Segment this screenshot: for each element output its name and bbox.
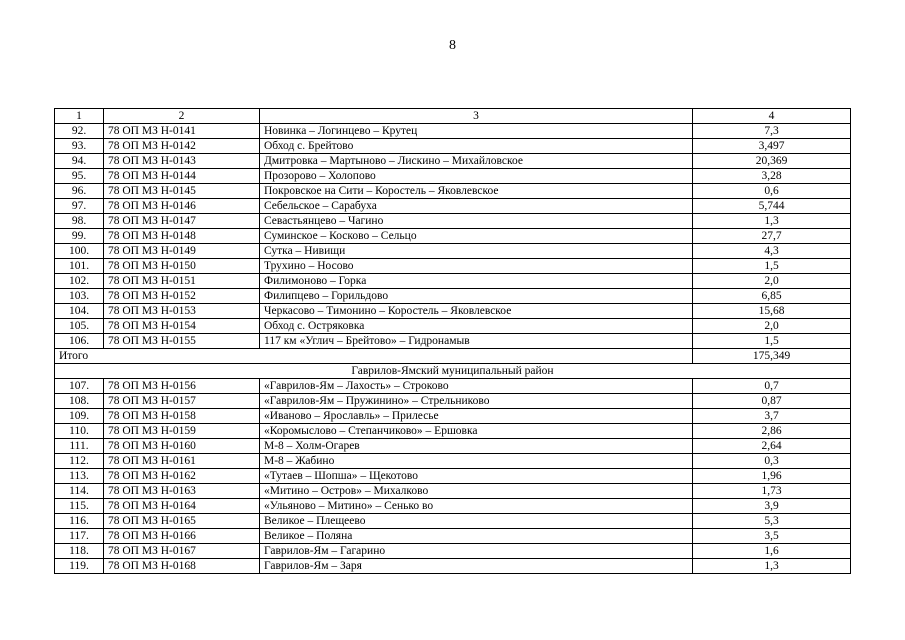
road-name: Трухино – Носово: [260, 259, 693, 274]
total-row: [55, 349, 851, 364]
road-id: 78 ОП МЗ Н-0153: [104, 304, 260, 319]
table-row: [55, 379, 851, 394]
table-row: [55, 514, 851, 529]
table-row: [55, 559, 851, 574]
road-name: «Гаврилов-Ям – Лахость» – Строково: [260, 379, 693, 394]
road-name: «Гаврилов-Ям – Пружинино» – Стрельниково: [260, 394, 693, 409]
road-id: 78 ОП МЗ Н-0164: [104, 499, 260, 514]
road-name: Филипцево – Горильдово: [260, 289, 693, 304]
road-id: 78 ОП МЗ Н-0165: [104, 514, 260, 529]
row-number: 111.: [55, 439, 104, 454]
table-row: [55, 469, 851, 484]
row-number: 108.: [55, 394, 104, 409]
page-number: 8: [449, 38, 456, 53]
road-name: М-8 – Холм-Огарев: [260, 439, 693, 454]
header-cell: 3: [260, 109, 693, 124]
header-cell: 1: [55, 109, 104, 124]
total-value: 175,349: [693, 349, 851, 364]
road-length: 1,3: [693, 559, 851, 574]
road-name: «Коромыслово – Степанчиково» – Ершовка: [260, 424, 693, 439]
road-id: 78 ОП МЗ Н-0157: [104, 394, 260, 409]
table-row: [55, 304, 851, 319]
road-name: Севастьянцево – Чагино: [260, 214, 693, 229]
road-length: 5,3: [693, 514, 851, 529]
table-row: [55, 499, 851, 514]
row-number: 114.: [55, 484, 104, 499]
section-row: [55, 364, 851, 379]
row-number: 106.: [55, 334, 104, 349]
road-name: Гаврилов-Ям – Заря: [260, 559, 693, 574]
road-length: 3,497: [693, 139, 851, 154]
road-length: 1,5: [693, 259, 851, 274]
road-name: Обход с. Остряковка: [260, 319, 693, 334]
roads-table: [54, 108, 851, 574]
road-id: 78 ОП МЗ Н-0150: [104, 259, 260, 274]
road-id: 78 ОП МЗ Н-0166: [104, 529, 260, 544]
row-number: 112.: [55, 454, 104, 469]
table-row: [55, 139, 851, 154]
row-number: 98.: [55, 214, 104, 229]
road-name: Покровское на Сити – Коростель – Яковлевское: [260, 184, 693, 199]
road-name: М-8 – Жабино: [260, 454, 693, 469]
row-number: 109.: [55, 409, 104, 424]
road-length: 1,5: [693, 334, 851, 349]
road-name: «Тутаев – Шопша» – Щекотово: [260, 469, 693, 484]
road-length: 1,3: [693, 214, 851, 229]
table-row: [55, 529, 851, 544]
row-number: 117.: [55, 529, 104, 544]
road-id: 78 ОП МЗ Н-0167: [104, 544, 260, 559]
road-id: 78 ОП МЗ Н-0152: [104, 289, 260, 304]
road-id: 78 ОП МЗ Н-0160: [104, 439, 260, 454]
road-length: 0,7: [693, 379, 851, 394]
table-row: [55, 439, 851, 454]
road-length: 15,68: [693, 304, 851, 319]
row-number: 94.: [55, 154, 104, 169]
road-name: Гаврилов-Ям – Гагарино: [260, 544, 693, 559]
road-id: 78 ОП МЗ Н-0144: [104, 169, 260, 184]
section-title: Гаврилов-Ямский муниципальный район: [55, 364, 851, 379]
table-row: [55, 424, 851, 439]
road-length: 4,3: [693, 244, 851, 259]
road-id: 78 ОП МЗ Н-0147: [104, 214, 260, 229]
road-name: Черкасово – Тимонино – Коростель – Яковлевское: [260, 304, 693, 319]
road-id: 78 ОП МЗ Н-0149: [104, 244, 260, 259]
road-name: 117 км «Углич – Брейтово» – Гидронамыв: [260, 334, 693, 349]
table-row: [55, 319, 851, 334]
row-number: 99.: [55, 229, 104, 244]
row-number: 103.: [55, 289, 104, 304]
road-name: Дмитровка – Мартыново – Лискино – Михайловское: [260, 154, 693, 169]
table-row: [55, 259, 851, 274]
road-name: Сутка – Нивищи: [260, 244, 693, 259]
table-row: [55, 484, 851, 499]
road-length: 3,7: [693, 409, 851, 424]
table-header-row: [55, 109, 851, 124]
row-number: 100.: [55, 244, 104, 259]
road-length: 2,0: [693, 319, 851, 334]
road-length: 3,9: [693, 499, 851, 514]
row-number: 110.: [55, 424, 104, 439]
row-number: 95.: [55, 169, 104, 184]
road-length: 2,0: [693, 274, 851, 289]
road-name: Новинка – Логинцево – Крутец: [260, 124, 693, 139]
table-row: [55, 154, 851, 169]
road-id: 78 ОП МЗ Н-0168: [104, 559, 260, 574]
row-number: 96.: [55, 184, 104, 199]
road-length: 20,369: [693, 154, 851, 169]
table-row: [55, 244, 851, 259]
road-id: 78 ОП МЗ Н-0158: [104, 409, 260, 424]
row-number: 113.: [55, 469, 104, 484]
road-id: 78 ОП МЗ Н-0159: [104, 424, 260, 439]
road-length: 7,3: [693, 124, 851, 139]
row-number: 118.: [55, 544, 104, 559]
road-id: 78 ОП МЗ Н-0151: [104, 274, 260, 289]
road-name: Суминское – Косково – Сельцо: [260, 229, 693, 244]
table-row: [55, 229, 851, 244]
table-row: [55, 274, 851, 289]
road-length: 0,87: [693, 394, 851, 409]
road-name: Обход с. Брейтово: [260, 139, 693, 154]
header-cell: 2: [104, 109, 260, 124]
road-length: 1,6: [693, 544, 851, 559]
road-name: «Иваново – Ярославль» – Прилесье: [260, 409, 693, 424]
row-number: 102.: [55, 274, 104, 289]
road-name: Прозорово – Холопово: [260, 169, 693, 184]
road-length: 0,3: [693, 454, 851, 469]
table-row: [55, 394, 851, 409]
road-length: 3,5: [693, 529, 851, 544]
road-id: 78 ОП МЗ Н-0154: [104, 319, 260, 334]
road-id: 78 ОП МЗ Н-0161: [104, 454, 260, 469]
road-length: 1,96: [693, 469, 851, 484]
table-row: [55, 124, 851, 139]
row-number: 104.: [55, 304, 104, 319]
road-name: Великое – Поляна: [260, 529, 693, 544]
table-row: [55, 289, 851, 304]
row-number: 93.: [55, 139, 104, 154]
row-number: 97.: [55, 199, 104, 214]
road-length: 2,86: [693, 424, 851, 439]
road-id: 78 ОП МЗ Н-0141: [104, 124, 260, 139]
road-id: 78 ОП МЗ Н-0143: [104, 154, 260, 169]
road-name: Великое – Плещеево: [260, 514, 693, 529]
row-number: 116.: [55, 514, 104, 529]
row-number: 92.: [55, 124, 104, 139]
row-number: 101.: [55, 259, 104, 274]
road-name: Себельское – Сарабуха: [260, 199, 693, 214]
table-row: [55, 544, 851, 559]
road-id: 78 ОП МЗ Н-0145: [104, 184, 260, 199]
table-row: [55, 334, 851, 349]
road-length: 27,7: [693, 229, 851, 244]
row-number: 119.: [55, 559, 104, 574]
table-row: [55, 454, 851, 469]
road-length: 6,85: [693, 289, 851, 304]
road-id: 78 ОП МЗ Н-0163: [104, 484, 260, 499]
row-number: 107.: [55, 379, 104, 394]
road-length: 0,6: [693, 184, 851, 199]
road-id: 78 ОП МЗ Н-0148: [104, 229, 260, 244]
row-number: 105.: [55, 319, 104, 334]
road-length: 2,64: [693, 439, 851, 454]
road-id: 78 ОП МЗ Н-0162: [104, 469, 260, 484]
table-row: [55, 214, 851, 229]
road-id: 78 ОП МЗ Н-0156: [104, 379, 260, 394]
road-length: 3,28: [693, 169, 851, 184]
header-cell: 4: [693, 109, 851, 124]
table-row: [55, 169, 851, 184]
road-length: 5,744: [693, 199, 851, 214]
road-id: 78 ОП МЗ Н-0155: [104, 334, 260, 349]
total-label: Итого: [55, 349, 693, 364]
table-row: [55, 199, 851, 214]
road-id: 78 ОП МЗ Н-0146: [104, 199, 260, 214]
table-row: [55, 409, 851, 424]
road-name: Филимоново – Горка: [260, 274, 693, 289]
table-row: [55, 184, 851, 199]
road-length: 1,73: [693, 484, 851, 499]
road-name: «Митино – Остров» – Михалково: [260, 484, 693, 499]
row-number: 115.: [55, 499, 104, 514]
road-id: 78 ОП МЗ Н-0142: [104, 139, 260, 154]
road-name: «Ульяново – Митино» – Сенько во: [260, 499, 693, 514]
